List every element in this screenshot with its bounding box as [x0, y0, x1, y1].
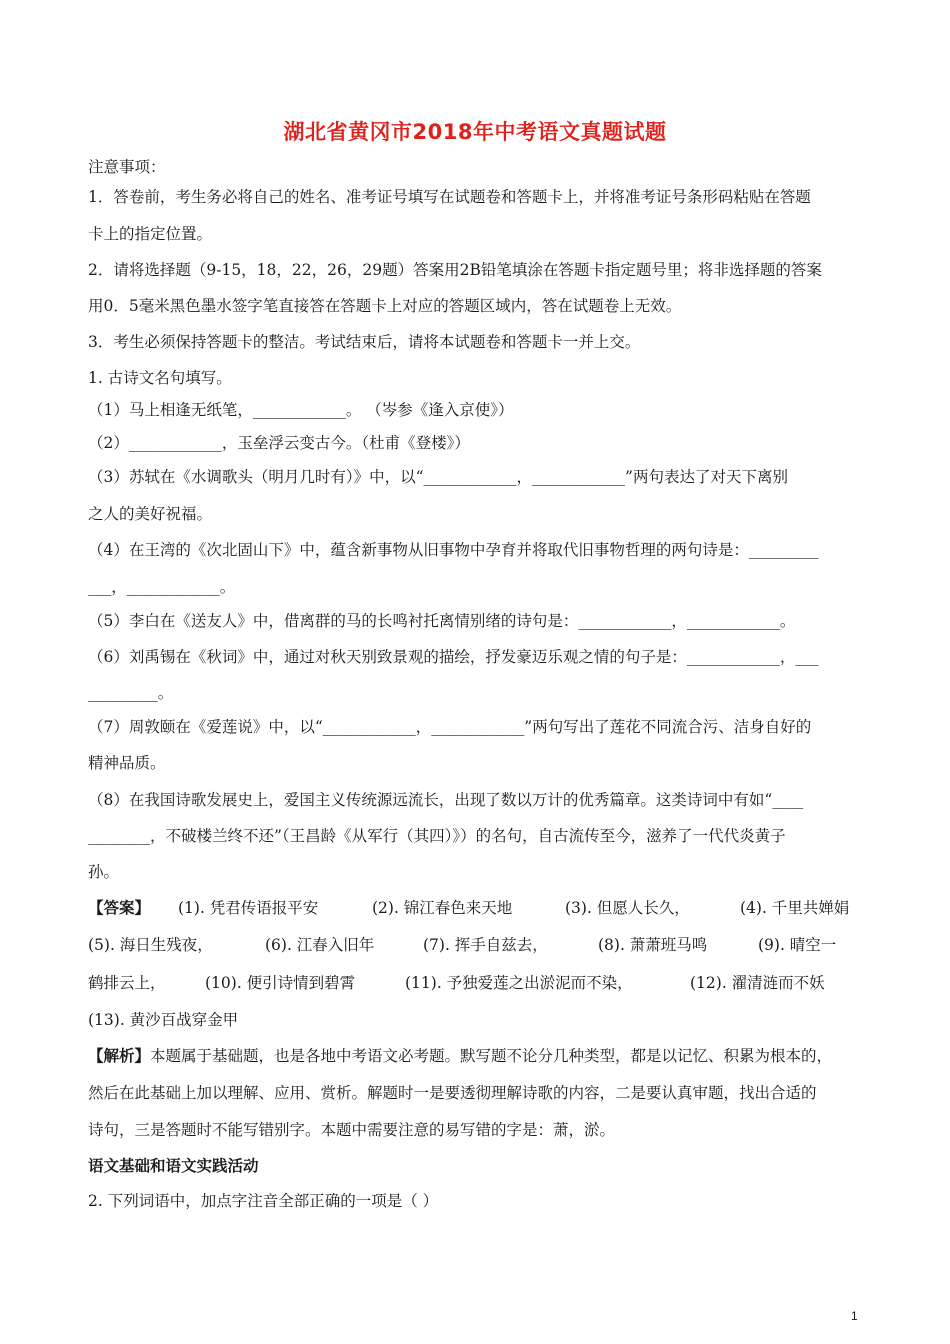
analysis-line: [88, 1046, 832, 1066]
question-1-part: （8）在我国诗歌发展史上，爱国主义传统源远流长，出现了数以万计的优秀篇章。这类诗词中有如“____: [88, 791, 804, 809]
answer-item: (8). 萧萧班马鸣: [598, 936, 708, 954]
question-1-part: （2）____________，玉垒浮云变古今。（杜甫《登楼》）: [88, 434, 470, 452]
notice-heading: 注意事项：: [88, 158, 166, 176]
analysis-line: 然后在此基础上加以理解、应用、赏析。解题时一是要透彻理解诗歌的内容，二是要认真审题，找出合适的: [88, 1084, 817, 1102]
question-1-part: （6）刘禹锡在《秋词》中，通过对秋天别致景观的描绘，抒发豪迈乐观之情的句子是：____________，___: [88, 648, 819, 666]
question-1-part: _________。: [88, 684, 174, 702]
answer-item: (6). 江春入旧年: [265, 936, 375, 954]
notice-line: 用0．5毫米黑色墨水签字笔直接答在答题卡上对应的答题区域内，答在试题卷上无效。: [88, 297, 682, 315]
page-number: 1: [851, 1309, 858, 1323]
question-1-part: （1）马上相逢无纸笔，____________。 （岑参《逢入京使》）: [88, 401, 514, 419]
answer-item: (11). 予独爱莲之出淤泥而不染，: [405, 974, 633, 992]
page-title: 湖北省黄冈市2018年中考语文真题试题: [283, 120, 667, 144]
section-heading: 语文基础和语文实践活动: [88, 1157, 259, 1175]
analysis-line: 诗句，三是答题时不能写错别字。本题中需要注意的易写错的字是：萧，淤。: [88, 1121, 616, 1139]
answer-item: (1). 凭君传语报平安: [178, 899, 319, 917]
question-1-part: 精神品质。: [88, 754, 166, 772]
question-1-part: （3）苏轼在《水调歌头（明月几时有）》中，以“____________，____________”两句表达了对天下离别: [88, 468, 788, 486]
notice-line: 卡上的指定位置。: [88, 225, 213, 243]
answer-item: (2). 锦江春色来天地: [372, 899, 513, 917]
question-1-part: ________，不破楼兰终不还”（王昌龄《从军行（其四）》）的名句，自古流传至今，滋养了一代代炎黄子: [88, 827, 786, 845]
question-1-part: 之人的美好祝福。: [88, 505, 213, 523]
analysis-label: 【解析】: [88, 1047, 151, 1065]
question-1-part: （4）在王湾的《次北固山下》中，蕴含新事物从旧事物中孕育并将取代旧事物哲理的两句诗是：_________: [88, 541, 819, 559]
notice-line: 3．考生必须保持答题卡的整洁。考试结束后，请将本试题卷和答题卡一并上交。: [88, 333, 641, 351]
question-1-part: （7）周敦颐在《爱莲说》中，以“____________，____________”两句写出了莲花不同流合污、洁身自好的: [88, 718, 812, 736]
answer-item: (13). 黄沙百战穿金甲: [88, 1011, 239, 1029]
answer-item: (7). 挥手自兹去，: [423, 936, 548, 954]
notice-line: 1．答卷前，考生务必将自己的姓名、准考证号填写在试题卷和答题卡上，并将准考证号条形码粘贴在答题: [88, 188, 811, 206]
answer-item: (5). 海日生残夜，: [88, 936, 213, 954]
analysis-text: 本题属于基础题，也是各地中考语文必考题。默写题不论分几种类型，都是以记忆、积累为根本的，: [150, 1047, 833, 1065]
notice-line: 2．请将选择题（9-15，18，22，26，29题）答案用2B铅笔填涂在答题卡指定题号里；将非选择题的答案: [88, 261, 822, 279]
question-1-part: 孙。: [88, 863, 120, 881]
answer-item: 鹤排云上，: [88, 974, 166, 992]
answer-item: (3). 但愿人长久，: [565, 899, 690, 917]
answer-item: (4). 千里共婵娟: [740, 899, 850, 917]
question-1-heading: 1. 古诗文名句填写。: [88, 369, 232, 387]
question-1-part: （5）李白在《送友人》中，借离群的马的长鸣衬托离情别绪的诗句是：____________，____________。: [88, 612, 796, 630]
answer-label: 【答案】: [88, 899, 151, 917]
answer-item: (12). 濯清涟而不妖: [690, 974, 825, 992]
answer-item: (10). 便引诗情到碧霄: [205, 974, 356, 992]
question-2: 2. 下列词语中，加点字注音全部正确的一项是（ ）: [88, 1192, 439, 1210]
answer-item: (9). 晴空一: [758, 936, 837, 954]
question-1-part: ___，____________。: [88, 578, 236, 596]
